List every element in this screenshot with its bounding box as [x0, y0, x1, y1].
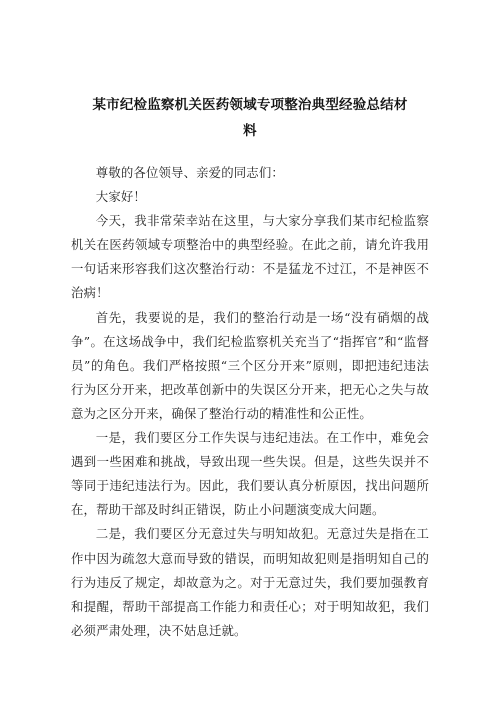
paragraph-intro: 今天，我非常荣幸站在这里，与大家分享我们某市纪检监察机关在医药领域专项整治中的典型经验。在此之前，请允许我用一句话来形容我们这次整治行动：不是猛龙不过江，不是神医不治病！: [71, 213, 429, 301]
document-title: 某市纪检监察机关医药领域专项整治典型经验总结材料: [92, 97, 408, 139]
salutation: 尊敬的各位领导、亲爱的同志们：: [95, 165, 284, 180]
paragraph-point-two: 二是，我们要区分无意过失与明知故犯。无意过失是指在工作中因为疏忽大意而导致的错误，而明知故犯则是指明知自己的行为违反了规定，却故意为之。对于无意过失，我们要加强教育和提醒，帮助干部提高工作能力和责任心；对于明知故犯，我们必须严肃处理，决不姑息迁就。: [71, 526, 429, 638]
paragraph-first-point: 首先，我要说的是，我们的整治行动是一场“没有硝烟的战争”。在这场战争中，我们纪检监察机关充当了“指挥官”和“监督员”的角色。我们严格按照“三个区分开来”原则，即把违纪违法行为区分开来，把改革创新中的失误区分开来，把无心之失与故意为之区分开来，确保了整治行动的精准性和公正性。: [71, 309, 429, 421]
paragraph-point-one: 一是，我们要区分工作失误与违纪违法。在工作中，难免会遇到一些困难和挑战，导致出现一些失误。但是，这些失误并不等同于违纪违法行为。因此，我们要认真分析原因，找出问题所在，帮助干部及时纠正错误，防止小问题演变成大问题。: [71, 430, 429, 518]
greeting: 大家好！: [95, 189, 146, 205]
document-body: [71, 161, 429, 643]
